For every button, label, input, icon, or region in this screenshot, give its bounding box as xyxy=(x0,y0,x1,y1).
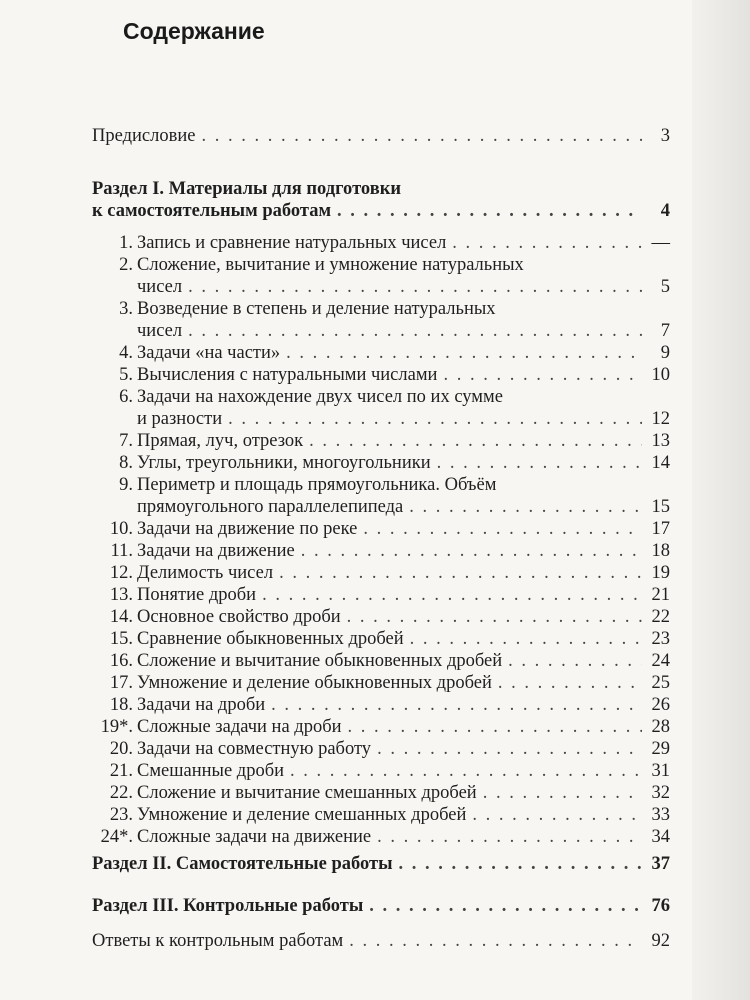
page-number: 21 xyxy=(651,585,670,605)
entry-line xyxy=(97,254,670,276)
entry-text: Задачи на нахождение двух чисел по их сумме xyxy=(137,387,503,407)
entry-text: Умножение и деление смешанных дробей xyxy=(137,805,467,825)
page-number: 29 xyxy=(651,739,670,759)
entry-text: Предисловие xyxy=(92,126,196,146)
dot-leader xyxy=(188,276,642,298)
toc-entry-item[interactable] xyxy=(97,254,670,298)
entry-line xyxy=(97,298,670,320)
entry-text: Ответы к контрольным работам xyxy=(92,931,344,951)
item-number: 2. xyxy=(119,255,133,275)
entry-text: Углы, треугольники, многоугольники xyxy=(137,453,431,473)
entry-line xyxy=(97,672,670,694)
dot-leader xyxy=(498,672,642,694)
toc-entry-section-3[interactable] xyxy=(92,895,670,917)
entry-line-continued xyxy=(97,408,670,430)
dot-leader xyxy=(377,738,642,760)
page-number: 3 xyxy=(660,126,670,146)
item-number: 13. xyxy=(109,585,133,605)
page-edge-shadow xyxy=(692,0,750,1000)
dot-leader xyxy=(399,853,642,875)
toc-entry-item[interactable] xyxy=(97,606,670,628)
entry-text: Периметр и площадь прямоугольника. Объём xyxy=(137,475,497,495)
entry-text: Раздел II. Самостоятельные работы xyxy=(92,854,393,874)
toc-entry-item[interactable] xyxy=(97,760,670,782)
page-number: 31 xyxy=(651,761,670,781)
entry-text-continued: и разности xyxy=(137,409,223,429)
entry-text: Делимость чисел xyxy=(137,563,274,583)
dot-leader xyxy=(443,364,642,386)
entry-line xyxy=(97,386,670,408)
dot-leader xyxy=(309,430,642,452)
dot-leader xyxy=(437,452,642,474)
entry-text: Сложные задачи на движение xyxy=(137,827,372,847)
toc-entry-item[interactable] xyxy=(97,518,670,540)
toc-entry-item[interactable] xyxy=(97,738,670,760)
entry-line xyxy=(97,826,670,848)
page-number: 28 xyxy=(651,717,670,737)
toc-entry-item[interactable] xyxy=(97,386,670,430)
toc-entry-item[interactable] xyxy=(97,584,670,606)
entry-text: Вычисления с натуральными числами xyxy=(137,365,438,385)
dot-leader xyxy=(188,320,642,342)
dot-leader xyxy=(228,408,642,430)
toc-entry-item[interactable] xyxy=(97,694,670,716)
toc-entry-item[interactable] xyxy=(97,804,670,826)
item-number: 17. xyxy=(109,673,133,693)
item-number: 20. xyxy=(109,739,133,759)
toc-entry-item[interactable] xyxy=(97,540,670,562)
item-number: 14. xyxy=(109,607,133,627)
entry-line xyxy=(97,804,670,826)
toc-entry-item[interactable] xyxy=(97,452,670,474)
page-number: 33 xyxy=(651,805,670,825)
dot-leader xyxy=(483,782,642,804)
dot-leader xyxy=(337,200,642,222)
dot-leader xyxy=(301,540,642,562)
item-number: 9. xyxy=(119,475,133,495)
toc-entry-preface[interactable] xyxy=(92,125,670,147)
dot-leader xyxy=(201,125,642,147)
entry-text: Задачи «на части» xyxy=(137,343,281,363)
entry-line xyxy=(97,716,670,738)
entry-text: Основное свойство дроби xyxy=(137,607,341,627)
item-number: 23. xyxy=(109,805,133,825)
page-number: 13 xyxy=(651,431,670,451)
toc-entry-item[interactable] xyxy=(97,628,670,650)
dot-leader xyxy=(262,584,642,606)
item-number: 19*. xyxy=(100,717,133,737)
page-number: 34 xyxy=(651,827,670,847)
entry-line xyxy=(97,474,670,496)
dot-leader xyxy=(377,826,642,848)
dot-leader xyxy=(409,496,642,518)
entry-text: Раздел I. Материалы для подготовки xyxy=(92,179,402,199)
item-number: 18. xyxy=(109,695,133,715)
page-number: 37 xyxy=(651,854,670,874)
entry-line xyxy=(97,650,670,672)
toc-entry-item[interactable] xyxy=(97,474,670,518)
entry-line xyxy=(97,232,670,254)
page-number: 12 xyxy=(651,409,670,429)
toc-entry-item[interactable] xyxy=(97,232,670,254)
entry-text: Сложение и вычитание обыкновенных дробей xyxy=(137,651,503,671)
entry-line xyxy=(97,364,670,386)
toc-entry-item[interactable] xyxy=(97,672,670,694)
toc-entry-item[interactable] xyxy=(97,826,670,848)
page-number: 17 xyxy=(651,519,670,539)
entry-line xyxy=(97,430,670,452)
item-number: 7. xyxy=(119,431,133,451)
page-number: 23 xyxy=(651,629,670,649)
toc-entry-item[interactable] xyxy=(97,342,670,364)
entry-text: Запись и сравнение натуральных чисел xyxy=(137,233,447,253)
entry-text: Задачи на движение xyxy=(137,541,295,561)
toc-entry-item[interactable] xyxy=(97,364,670,386)
dot-leader xyxy=(271,694,642,716)
item-number: 5. xyxy=(119,365,133,385)
page-number: — xyxy=(651,233,670,253)
toc-entry-answers[interactable] xyxy=(92,930,670,952)
page-number: 15 xyxy=(651,497,670,517)
item-number: 12. xyxy=(109,563,133,583)
entry-text: Умножение и деление обыкновенных дробей xyxy=(137,673,492,693)
entry-text: Сравнение обыкновенных дробей xyxy=(137,629,404,649)
toc-entry-item[interactable] xyxy=(97,562,670,584)
entry-line xyxy=(97,782,670,804)
entry-text: Сложение, вычитание и умножение натуральных xyxy=(137,255,524,275)
dot-leader xyxy=(348,716,642,738)
entry-text: Понятие дроби xyxy=(137,585,257,605)
toc-entry-section-2[interactable] xyxy=(92,853,670,875)
toc-entry-section-1[interactable] xyxy=(92,178,670,222)
entry-text: Задачи на совместную работу xyxy=(137,739,372,759)
item-number: 22. xyxy=(109,783,133,803)
dot-leader xyxy=(363,518,642,540)
entry-text: Задачи на движение по реке xyxy=(137,519,358,539)
page-number: 22 xyxy=(651,607,670,627)
dot-leader xyxy=(410,628,642,650)
toc-entry-item[interactable] xyxy=(97,650,670,672)
page-number: 7 xyxy=(660,321,670,341)
entry-line xyxy=(97,540,670,562)
toc-entry-item[interactable] xyxy=(97,430,670,452)
entry-line xyxy=(97,562,670,584)
item-number: 10. xyxy=(109,519,133,539)
entry-text-continued: прямоугольного параллелепипеда xyxy=(137,497,404,517)
entry-line xyxy=(97,628,670,650)
page-number: 9 xyxy=(660,343,670,363)
dot-leader xyxy=(279,562,642,584)
page-number: 10 xyxy=(651,365,670,385)
page-number: 19 xyxy=(651,563,670,583)
page-number: 18 xyxy=(651,541,670,561)
item-number: 6. xyxy=(119,387,133,407)
entry-text: Сложение и вычитание смешанных дробей xyxy=(137,783,477,803)
entry-line-continued xyxy=(97,276,670,298)
entry-text: Задачи на дроби xyxy=(137,695,266,715)
page-number: 26 xyxy=(651,695,670,715)
dot-leader xyxy=(347,606,642,628)
entry-line xyxy=(97,606,670,628)
entry-text: Возведение в степень и деление натуральных xyxy=(137,299,496,319)
entry-line xyxy=(97,342,670,364)
dot-leader xyxy=(452,232,642,254)
entry-text-continued: к самостоятельным работам xyxy=(92,201,332,221)
item-number: 4. xyxy=(119,343,133,363)
page-number: 25 xyxy=(651,673,670,693)
dot-leader xyxy=(290,760,642,782)
item-number: 3. xyxy=(119,299,133,319)
entry-line xyxy=(97,760,670,782)
entry-text: Раздел III. Контрольные работы xyxy=(92,896,364,916)
item-number: 15. xyxy=(109,629,133,649)
item-number: 11. xyxy=(110,541,133,561)
entry-text-continued: чисел xyxy=(137,321,183,341)
entry-text: Сложные задачи на дроби xyxy=(137,717,342,737)
item-number: 21. xyxy=(109,761,133,781)
entry-line-continued xyxy=(97,496,670,518)
dot-leader xyxy=(349,930,642,952)
entry-text: Прямая, луч, отрезок xyxy=(137,431,304,451)
entry-line-continued xyxy=(97,320,670,342)
item-number: 8. xyxy=(119,453,133,473)
entry-text-continued: чисел xyxy=(137,277,183,297)
entry-text: Смешанные дроби xyxy=(137,761,285,781)
dot-leader xyxy=(508,650,642,672)
dot-leader xyxy=(286,342,642,364)
item-number: 1. xyxy=(119,233,133,253)
item-number: 16. xyxy=(109,651,133,671)
entry-line xyxy=(97,518,670,540)
item-number: 24*. xyxy=(100,827,133,847)
entry-line xyxy=(97,584,670,606)
page-title: Содержание xyxy=(123,18,265,44)
toc-entry-item[interactable] xyxy=(97,782,670,804)
toc-entry-item[interactable] xyxy=(97,298,670,342)
dot-leader xyxy=(472,804,642,826)
dot-leader xyxy=(369,895,642,917)
page-number: 76 xyxy=(651,896,670,916)
page-number: 4 xyxy=(660,201,670,221)
page-number: 92 xyxy=(651,931,670,951)
entry-line xyxy=(97,738,670,760)
page-number: 5 xyxy=(660,277,670,297)
toc-entry-item[interactable] xyxy=(97,716,670,738)
page-number: 32 xyxy=(651,783,670,803)
page-number: 24 xyxy=(651,651,670,671)
entry-line xyxy=(97,694,670,716)
entry-line xyxy=(97,452,670,474)
page-number: 14 xyxy=(651,453,670,473)
